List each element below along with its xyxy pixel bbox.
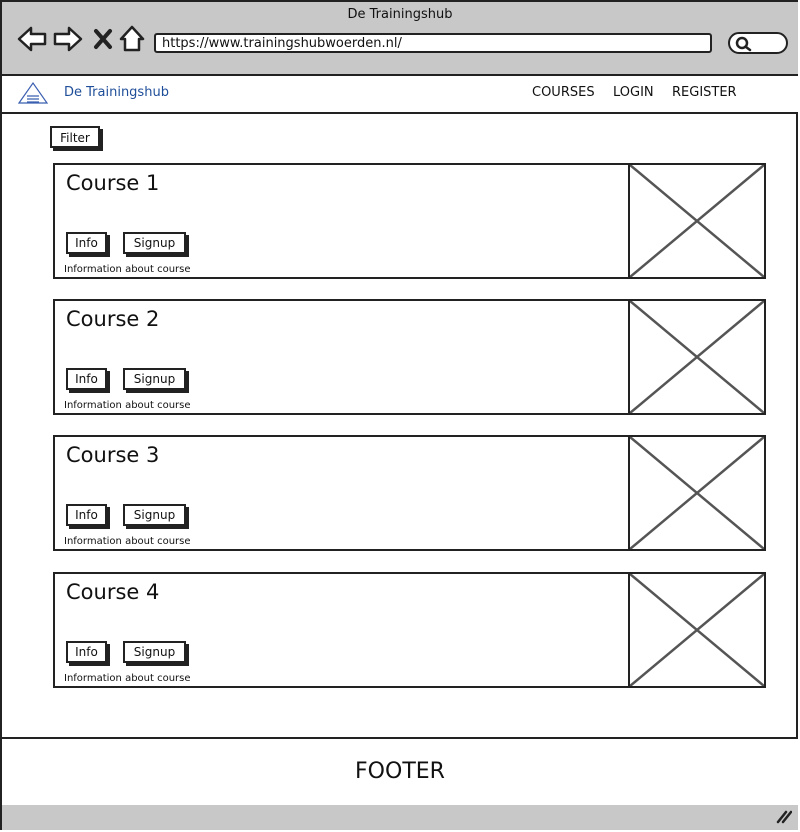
filter-button[interactable]: Filter bbox=[50, 126, 100, 148]
close-x-icon[interactable] bbox=[92, 22, 114, 54]
footer-label: FOOTER bbox=[355, 759, 445, 784]
nav-link-login[interactable]: LOGIN bbox=[613, 85, 654, 100]
course-title: Course 2 bbox=[66, 307, 160, 331]
page-footer bbox=[2, 737, 798, 807]
signup-button[interactable]: Signup bbox=[123, 232, 186, 254]
browser-search-field[interactable] bbox=[728, 32, 788, 54]
signup-button[interactable]: Signup bbox=[123, 504, 186, 526]
back-arrow-icon[interactable] bbox=[16, 22, 48, 54]
image-placeholder bbox=[628, 574, 764, 686]
menu-logo-icon[interactable] bbox=[17, 79, 51, 107]
status-bar bbox=[2, 805, 798, 830]
info-button[interactable]: Info bbox=[66, 641, 107, 663]
nav-link-courses[interactable]: COURSES bbox=[532, 85, 595, 100]
info-button[interactable]: Info bbox=[66, 232, 107, 254]
course-title: Course 3 bbox=[66, 443, 160, 467]
image-placeholder bbox=[628, 165, 764, 277]
info-button[interactable]: Info bbox=[66, 368, 107, 390]
signup-button[interactable]: Signup bbox=[123, 368, 186, 390]
forward-arrow-icon[interactable] bbox=[52, 22, 84, 54]
course-card bbox=[53, 435, 766, 551]
course-card bbox=[53, 299, 766, 415]
brand-name[interactable]: De Trainingshub bbox=[64, 85, 169, 100]
resize-grip-icon[interactable] bbox=[776, 810, 792, 824]
home-icon[interactable] bbox=[118, 22, 146, 54]
course-card bbox=[53, 572, 766, 688]
course-description: Information about course bbox=[64, 673, 191, 684]
image-placeholder bbox=[628, 437, 764, 549]
course-title: Course 4 bbox=[66, 580, 160, 604]
image-placeholder bbox=[628, 301, 764, 413]
course-title: Course 1 bbox=[66, 171, 160, 195]
course-description: Information about course bbox=[64, 264, 191, 275]
nav-link-register[interactable]: REGISTER bbox=[672, 85, 737, 100]
course-description: Information about course bbox=[64, 536, 191, 547]
browser-chrome bbox=[2, 2, 798, 76]
search-icon bbox=[734, 36, 752, 52]
url-input[interactable]: https://www.trainingshubwoerden.nl/ bbox=[154, 33, 712, 53]
site-navbar bbox=[2, 76, 798, 114]
signup-button[interactable]: Signup bbox=[123, 641, 186, 663]
info-button[interactable]: Info bbox=[66, 504, 107, 526]
course-description: Information about course bbox=[64, 400, 191, 411]
course-card bbox=[53, 163, 766, 279]
window-title: De Trainingshub bbox=[347, 7, 453, 22]
